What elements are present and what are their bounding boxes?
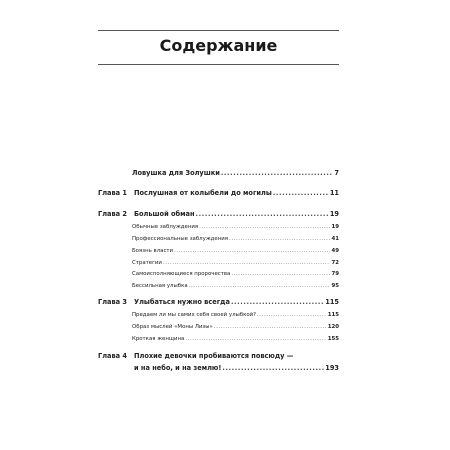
toc-entry-text: Обычные заблуждения	[132, 224, 199, 230]
leader-dots	[189, 283, 331, 289]
toc-page-number: 49	[331, 248, 339, 254]
toc-entry-chapter-2[interactable]	[98, 210, 339, 218]
toc-page-number: 115	[325, 298, 339, 306]
toc-entry-text: Образ мыслей «Моны Лизы»	[132, 324, 213, 330]
toc-entry-text: Кроткая женщина	[132, 336, 185, 342]
toc-subentry[interactable]	[132, 312, 339, 318]
toc-page-number: 11	[329, 189, 339, 197]
leader-dots	[196, 210, 329, 218]
toc-entry-text: Послушная от колыбели до могилы	[134, 189, 272, 197]
toc-page-number: 19	[331, 224, 339, 230]
toc-entry-text: Предаем ли мы самих себя своей улыбкой?	[132, 312, 257, 318]
toc-page-number: 79	[331, 271, 339, 277]
chapter-label: Глава 2	[98, 210, 127, 218]
leader-dots	[221, 169, 334, 177]
toc-entry-chapter-4-continued[interactable]	[134, 364, 339, 372]
leader-dots	[174, 248, 330, 254]
leader-dots	[231, 298, 324, 306]
toc-page-number: 155	[327, 336, 339, 342]
toc-entry-text: и на небо, и на землю!	[134, 364, 222, 372]
leader-dots	[229, 236, 330, 242]
leader-dots	[257, 312, 327, 318]
leader-dots	[214, 324, 327, 330]
toc-entry-text: Самоисполняющиеся пророчества	[132, 271, 231, 277]
toc-entry-text: Боязнь власти	[132, 248, 174, 254]
leader-dots	[163, 260, 331, 266]
toc-subentry[interactable]	[132, 283, 339, 289]
toc-entry-text: Профессиональные заблуждения	[132, 236, 228, 242]
toc-page-number: 120	[327, 324, 339, 330]
toc-entry-chapter-1[interactable]	[98, 189, 339, 197]
leader-dots	[231, 271, 330, 277]
toc-entry-chapter-4[interactable]	[98, 352, 339, 360]
leader-dots	[273, 189, 329, 197]
toc-subentry[interactable]	[132, 236, 339, 242]
toc-entry-text: Ловушка для Золушки	[132, 169, 220, 177]
chapter-label: Глава 1	[98, 189, 127, 197]
toc-subentry[interactable]	[132, 271, 339, 277]
toc-page-number: 72	[331, 260, 339, 266]
toc-entry-chapter-3[interactable]	[98, 298, 339, 306]
toc-entry-text: Улыбаться нужно всегда	[134, 298, 230, 306]
toc-page-number: 41	[331, 236, 339, 242]
chapter-label: Глава 4	[98, 352, 127, 360]
toc-page-number: 115	[327, 312, 339, 318]
leader-dots	[185, 336, 326, 342]
toc-entry-text: Большой обман	[134, 210, 195, 218]
chapter-label: Глава 3	[98, 298, 127, 306]
toc-page-number: 19	[329, 210, 339, 218]
toc-subentry[interactable]	[132, 224, 339, 230]
toc-subentry[interactable]	[132, 260, 339, 266]
toc-subentry[interactable]	[132, 324, 339, 330]
page-title: Содержание	[159, 36, 278, 55]
toc-page-number: 7	[334, 169, 339, 177]
toc-subentry[interactable]	[132, 336, 339, 342]
toc-entry-text: Бессильная улыбка	[132, 283, 188, 289]
toc-page-number: 95	[331, 283, 339, 289]
leader-dots	[199, 224, 330, 230]
toc-entry-text: Стратегии	[132, 260, 162, 266]
toc-entry-text: Плохие девочки пробиваются повсюду —	[134, 352, 294, 360]
toc-subentry[interactable]	[132, 248, 339, 254]
leader-dots	[222, 364, 324, 372]
toc-entry-intro[interactable]	[132, 169, 339, 177]
toc-page-number: 193	[325, 364, 339, 372]
